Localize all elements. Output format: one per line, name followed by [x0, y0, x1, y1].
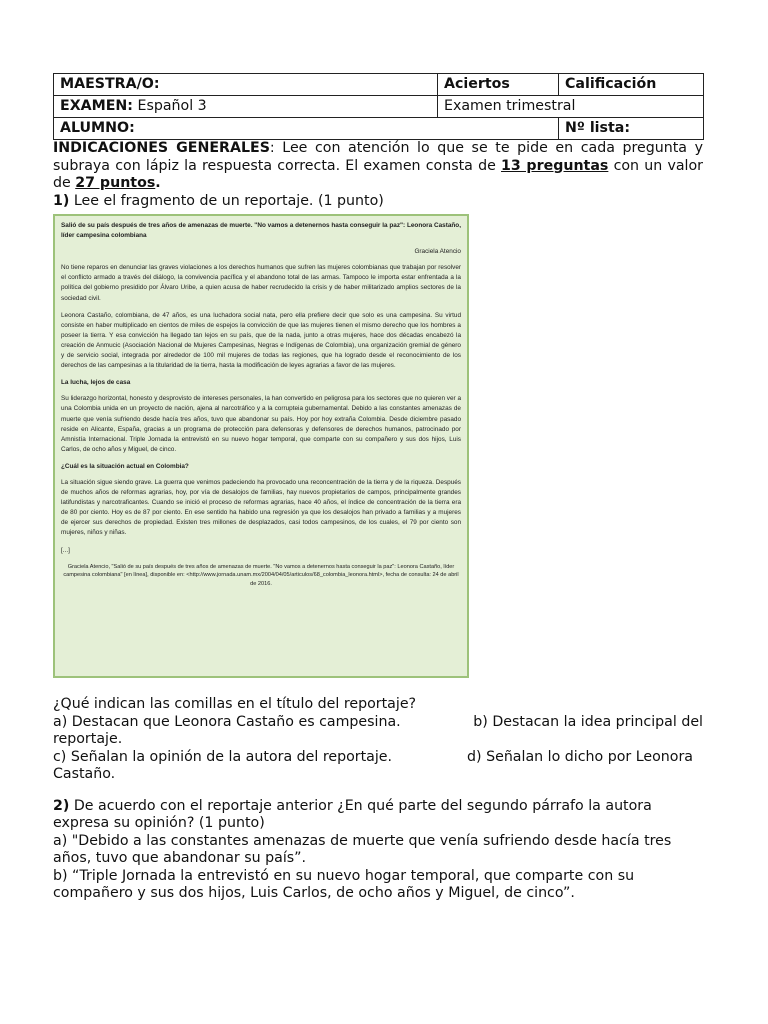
passage-reference: Graciela Atencio, "Salió de su país después de tres años de amenazas de muerte. "No vamos a detenernos hasta conseguir la paz": Leonora Castaño, líder campesina colombiana" [en línea], disponible en: <http://www.jornada.unam.mx/2004/04/05/articulos/68_colombia_leonora.html>, fecha de consulta: 24 de abril de 2016.: [63, 563, 459, 587]
instructions-text-1: : Lee con atención lo que se te pide en cada pregunta y subraya con lápiz la respuesta correcta. El examen consta de: [53, 140, 703, 174]
examen-tipo: Examen trimestral: [438, 96, 704, 118]
passage-paragraph-2: Leonora Castaño, colombiana, de 47 años, es una luchadora social nata, pero ella prefiere decir que solo es una campesina. Su virtud consiste en haber multiplicado en cientos de miles de espejos la convicción de que las mujeres tienen el mismo derecho que los hombres a poseer la tierra. Y esa convicción ha llegado tan lejos en su país, que de la nada, junto a otras mujeres, hace dos décadas encabezó la creación de Anmucic (Asociación Nacional de Mujeres Campesinas, Negras e Indígenas de Colombia), una organización gremial de género y de servicio social, integrada por alrededor de 100 mil mujeres de todas las regiones, que ha logrado desde el reconocimiento de los derechos de las campesinas a la titularidad de la tierra, hasta la modificación de leyes agrarias a favor de las mujeres.: [61, 311, 461, 370]
question-2-number: 2): [53, 797, 70, 814]
question-1-option-d-cont[interactable]: Castaño.: [53, 766, 116, 782]
passage-title: Salió de su país después de tres años de amenazas de muerte. "No vamos a detenernos hasta conseguir la paz": Leonora Castaño, líder campesina colombiana: [61, 222, 461, 240]
passage-author: Graciela Atencio: [414, 248, 461, 256]
instructions-puntos: 27 puntos: [75, 175, 156, 191]
question-2-prompt: [53, 798, 703, 833]
question-1-text: Lee el fragmento de un reportaje. (1 punto): [73, 192, 384, 209]
reportaje-passage: [53, 214, 469, 678]
question-1-options-row-2: [53, 749, 703, 767]
alumno-label: ALUMNO:: [54, 118, 559, 140]
question-2-text: De acuerdo con el reportaje anterior ¿En qué parte del segundo párrafo la autora expresa su opinión? (1 punto): [53, 797, 652, 831]
question-2-option-a[interactable]: a) "Debido a las constantes amenazas de muerte que venía sufriendo desde hacía tres años, tuvo que abandonar su país”.: [53, 832, 672, 866]
examen-cell: [54, 96, 438, 118]
instructions-text-2: con un valor de: [53, 157, 703, 191]
examen-value: Español 3: [137, 98, 207, 114]
instructions-preguntas: 13 preguntas: [501, 157, 609, 174]
maestra-label: MAESTRA/O:: [54, 74, 438, 96]
calificacion-label: Calificación: [559, 74, 704, 96]
passage-subtitle-1: La lucha, lejos de casa: [61, 379, 131, 387]
question-1-option-d[interactable]: d) Señalan lo dicho por Leonora: [467, 748, 693, 765]
passage-paragraph-1: No tiene reparos en denunciar las graves violaciones a los derechos humanos que sufren las mujeres colombianas que trabajan por resolver el conflicto armado a través del diálogo, la convivencia pacífica y el abandono total de las armas. Tampoco le importa estar enfrentada a la política del gobierno presidido por Álvaro Uribe, a quien acusa de haber recrudecido la crisis y de haber militarizado amplios sectores de la sociedad civil.: [61, 264, 461, 302]
question-1-option-c[interactable]: c) Señalan la opinión de la autora del reportaje.: [53, 748, 393, 765]
passage-paragraph-3: Su liderazgo horizontal, honesto y desprovisto de intereses personales, la han convertido en peligrosa para los sectores que no quieren ver a una Colombia unida en un proyecto de nación, ajena al narcotráfico y a la corrupteia gubernamental. Debido a las constantes amenazas de muerte que venía sufriendo desde hacía tres años, tuvo que abandonar su país. Hoy por hoy extraña Colombia. Desde diciembre pasado reside en Alicante, España, gracias a un programa de protección para defensoras y defensores de derechos humanos, patrocinado por Amnistía Internacional. Triple Jornada la entrevistó en su nuevo hogar temporal, que comparte con su compañero y sus dos hijos, Luis Carlos, de ocho años y Miguel, de cinco.: [61, 395, 462, 453]
question-2-option-b[interactable]: b) “Triple Jornada la entrevistó en su nuevo hogar temporal, que comparte con su compañero y sus dos hijos, Luis Carlos, de ocho años y Miguel, de cinco”.: [53, 867, 635, 901]
examen-label: EXAMEN:: [60, 98, 133, 114]
passage-paragraph-4: La situación sigue siendo grave. La guerra que venimos padeciendo ha provocado una reconcentración de la tierra y de la riqueza. Después de muchos años de reformas agrarias, hoy, por vía de desalojos de familias, hay nuevos propietarios de campos, principalmente grandes latifundistas y narcotraficantes. Cuando se inició el proceso de reformas agrarias, hace 40 años, el índice de concentración de la tierra era de 80 por ciento. Hoy es de 87 por ciento. En ese sentido ha habido una regresión ya que los desalojos han privado a familias y a mujeres de ejercer sus derechos de propiedad. Existen tres millones de desplazados, casi todos campesinos, de los cuales, el 79 por ciento son mujeres, niños y niñas.: [61, 478, 461, 537]
general-instructions: [53, 140, 703, 193]
question-1-option-a[interactable]: a) Destacan que Leonora Castaño es campesina.: [53, 713, 401, 730]
question-1-prompt: [53, 193, 703, 211]
lista-label: Nº lista:: [559, 118, 704, 140]
passage-ellipsis: [...]: [61, 546, 70, 554]
instructions-lead: INDICACIONES GENERALES: [53, 140, 270, 156]
question-1-question: ¿Qué indican las comillas en el título del reportaje?: [53, 696, 417, 712]
question-1-option-b[interactable]: b) Destacan la idea principal del: [473, 713, 703, 730]
question-1-number: 1): [53, 192, 70, 209]
exam-page: [53, 73, 703, 903]
instructions-text-3: .: [155, 175, 161, 191]
aciertos-label: Aciertos: [438, 74, 559, 96]
question-1-option-b-cont[interactable]: reportaje.: [53, 731, 123, 747]
question-1-options-row-1: [53, 714, 703, 732]
passage-subtitle-2: ¿Cuál es la situación actual en Colombia?: [61, 462, 189, 470]
exam-header-table: [53, 73, 704, 140]
